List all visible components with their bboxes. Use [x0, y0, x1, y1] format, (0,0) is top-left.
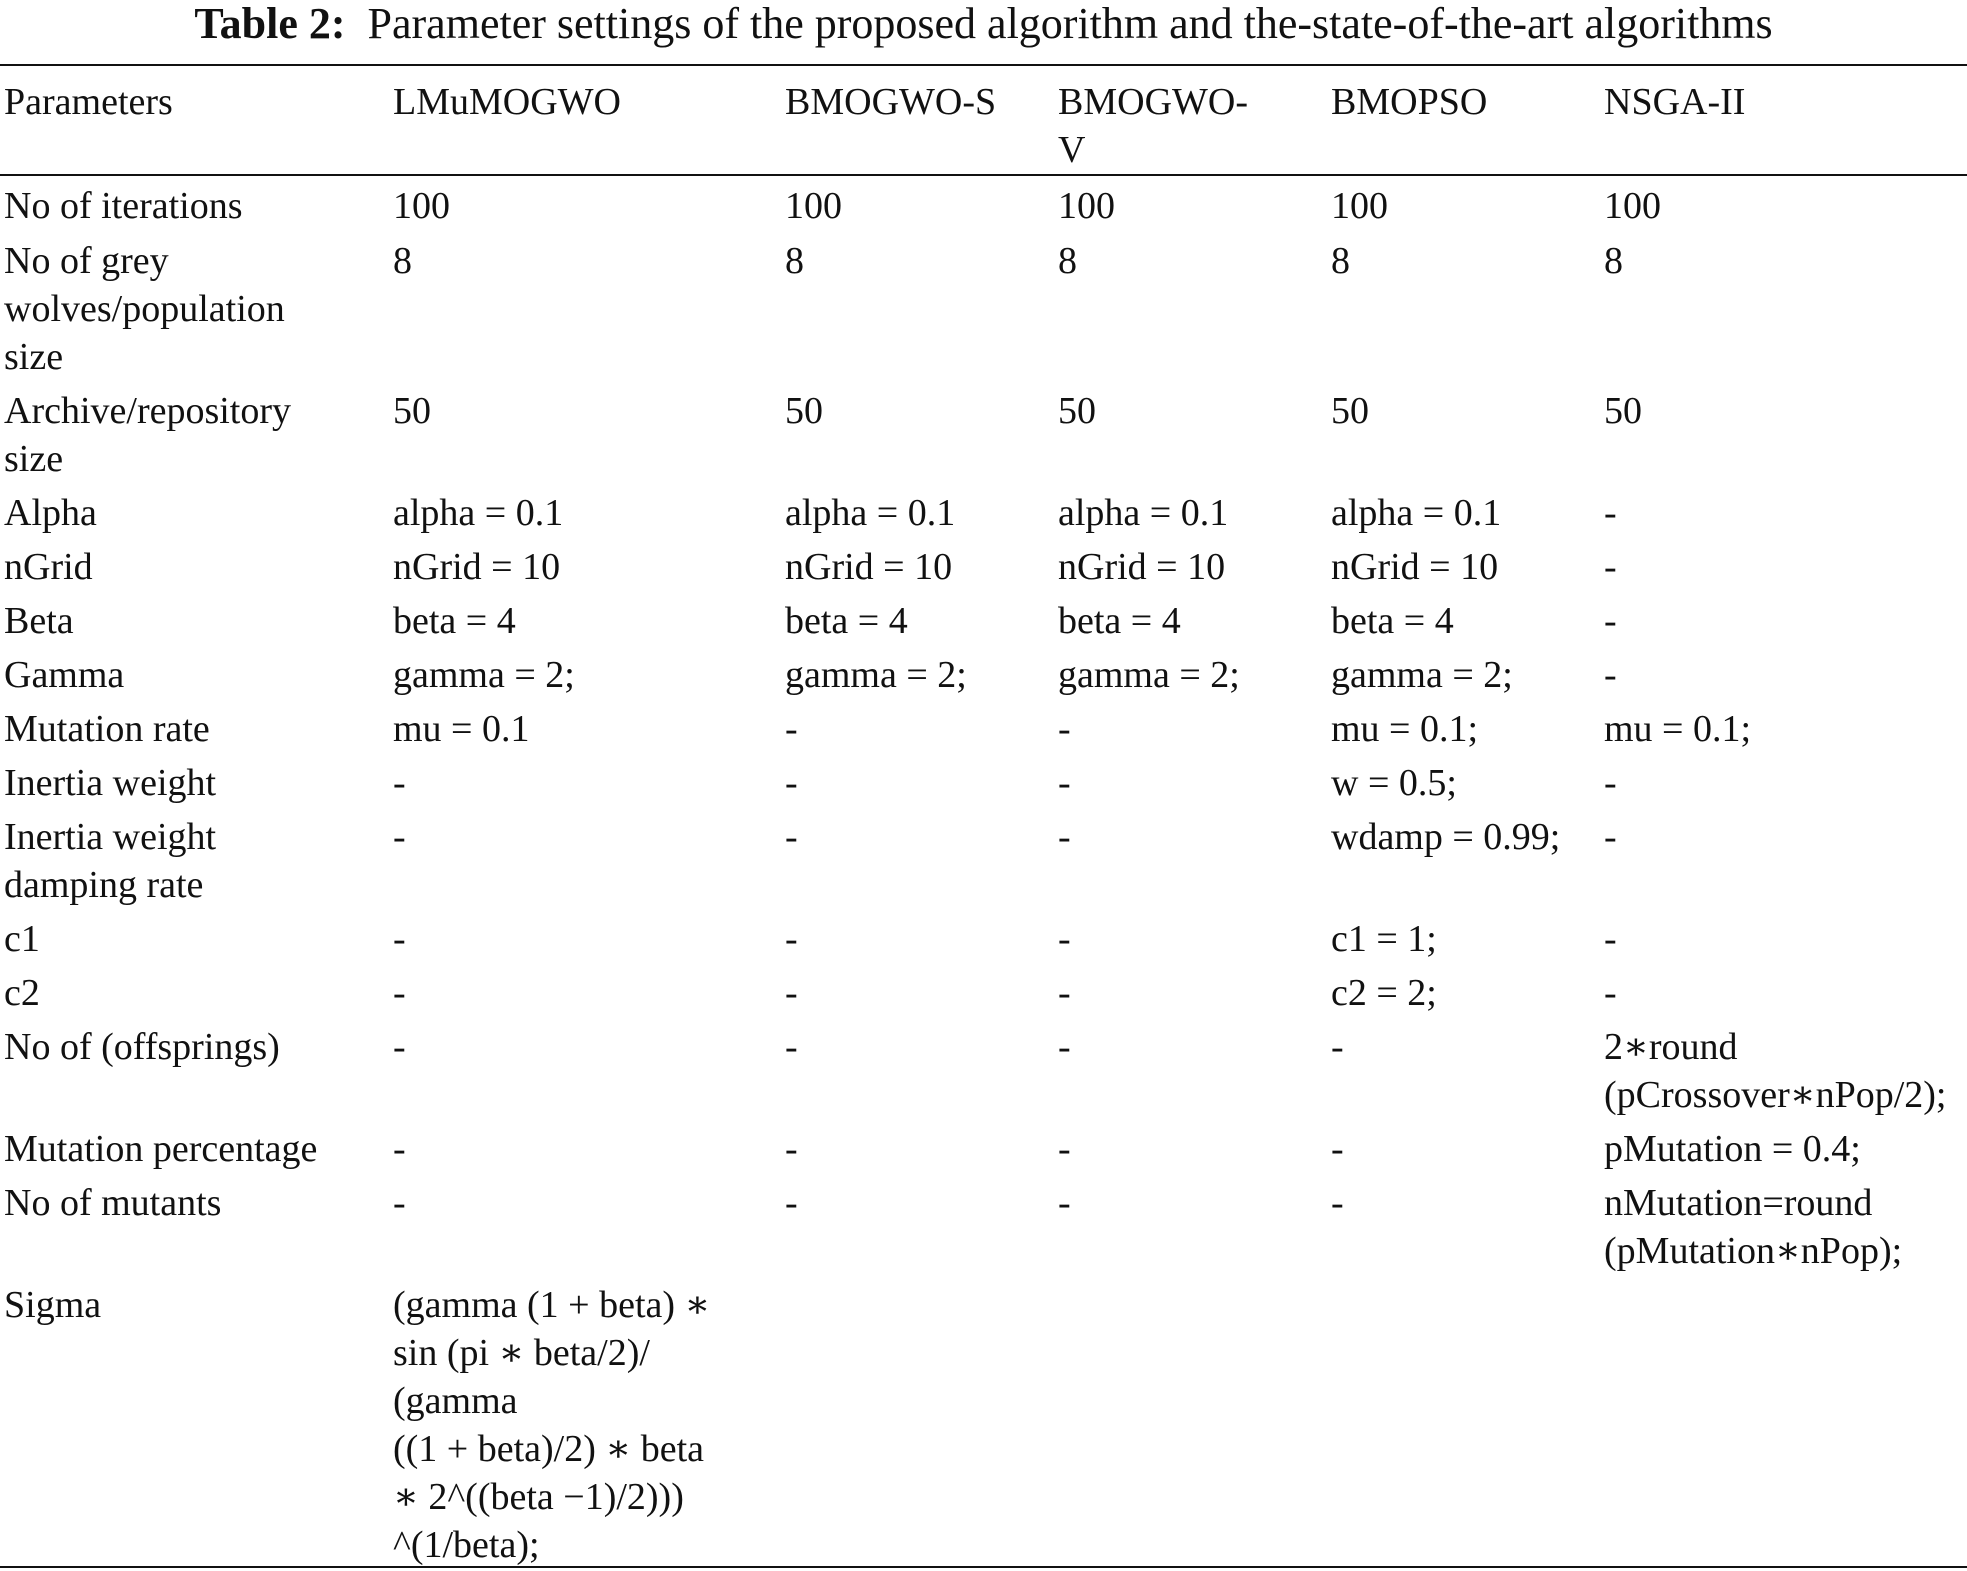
table-cell: 100: [1331, 185, 1388, 227]
table-cell: -: [1058, 762, 1071, 804]
column-header: NSGA-II: [1604, 81, 1746, 123]
table-cell: nGrid = 10: [785, 546, 953, 588]
table-cell: 100: [393, 185, 450, 227]
table-cell: -: [1058, 708, 1071, 750]
table-cell: -: [785, 816, 798, 858]
table-cell: alpha = 0.1: [1058, 492, 1229, 534]
table-cell: 50: [1058, 390, 1096, 432]
column-header: Parameters: [4, 81, 173, 123]
top-rule: [0, 64, 1967, 66]
table-cell: -: [785, 918, 798, 960]
table-cell: -: [1331, 1026, 1344, 1068]
row-parameter-label: c2: [4, 972, 40, 1014]
table-cell: mu = 0.1;: [1331, 708, 1479, 750]
row-parameter-label: c1: [4, 918, 40, 960]
table-cell: -: [393, 762, 406, 804]
table-cell: -: [785, 1026, 798, 1068]
row-parameter-label: Sigma: [4, 1284, 102, 1326]
row-parameter-label: Inertia weight damping rate: [4, 816, 217, 906]
table-cell: 8: [1058, 240, 1077, 282]
table-cell: -: [1604, 492, 1617, 534]
row-parameter-label: No of (offsprings): [4, 1026, 280, 1068]
table-cell: -: [393, 972, 406, 1014]
table-cell: w = 0.5;: [1331, 762, 1457, 804]
table-cell: c2 = 2;: [1331, 972, 1437, 1014]
column-header: BMOGWO- V: [1058, 81, 1248, 171]
row-parameter-label: No of grey wolves/population size: [4, 240, 285, 378]
table-cell: -: [1058, 1026, 1071, 1068]
table-cell: c1 = 1;: [1331, 918, 1437, 960]
table-cell: 8: [785, 240, 804, 282]
table-cell: -: [785, 972, 798, 1014]
table-cell: -: [393, 1026, 406, 1068]
table-cell: -: [1604, 762, 1617, 804]
table-cell: -: [1058, 918, 1071, 960]
row-parameter-label: Mutation percentage: [4, 1128, 318, 1170]
table-cell: alpha = 0.1: [785, 492, 956, 534]
table-cell: -: [1604, 600, 1617, 642]
table-cell: 100: [1604, 185, 1661, 227]
table-cell: -: [785, 1182, 798, 1224]
table-cell: -: [785, 708, 798, 750]
table-cell: mu = 0.1: [393, 708, 530, 750]
row-parameter-label: Inertia weight: [4, 762, 217, 804]
table-cell: 100: [1058, 185, 1115, 227]
table-cell: gamma = 2;: [785, 654, 967, 696]
table-cell: nMutation=round (pMutation∗nPop);: [1604, 1182, 1903, 1272]
row-parameter-label: Archive/repository size: [4, 390, 292, 480]
table-cell: 2∗round (pCrossover∗nPop/2);: [1604, 1026, 1947, 1116]
table-cell: -: [1331, 1128, 1344, 1170]
table-cell: -: [393, 918, 406, 960]
column-header: BMOGWO-S: [785, 81, 997, 123]
row-parameter-label: Mutation rate: [4, 708, 210, 750]
table-cell: pMutation = 0.4;: [1604, 1128, 1861, 1170]
table-cell: -: [1604, 972, 1617, 1014]
table-cell: 50: [1604, 390, 1642, 432]
table-cell: 50: [393, 390, 431, 432]
column-header: LMuMOGWO: [393, 81, 621, 123]
table-cell: 50: [1331, 390, 1369, 432]
table-cell: beta = 4: [1058, 600, 1181, 642]
row-parameter-label: Gamma: [4, 654, 125, 696]
row-parameter-label: No of mutants: [4, 1182, 222, 1224]
table-caption: [0, 0, 1967, 56]
table-caption-text: Parameter settings of the proposed algorithm and the-state-of-the-art algorithms: [367, 0, 1773, 48]
table-cell: -: [1604, 918, 1617, 960]
table-cell: gamma = 2;: [1331, 654, 1513, 696]
table-cell: alpha = 0.1: [393, 492, 564, 534]
column-header: BMOPSO: [1331, 81, 1488, 123]
table-cell: -: [1058, 816, 1071, 858]
table-cell: -: [393, 1182, 406, 1224]
table-cell: -: [1058, 1182, 1071, 1224]
table-cell: beta = 4: [393, 600, 516, 642]
bottom-rule: [0, 1566, 1967, 1568]
row-parameter-label: nGrid: [4, 546, 93, 588]
table-cell: beta = 4: [1331, 600, 1454, 642]
row-parameter-label: No of iterations: [4, 185, 243, 227]
table-cell: nGrid = 10: [393, 546, 561, 588]
row-parameter-label: Alpha: [4, 492, 97, 534]
table-cell: -: [1604, 654, 1617, 696]
table-cell: -: [785, 1128, 798, 1170]
table-cell: -: [1331, 1182, 1344, 1224]
table-cell: 8: [1331, 240, 1350, 282]
table-cell: -: [393, 816, 406, 858]
table-cell: wdamp = 0.99;: [1331, 816, 1561, 858]
table-caption-label: Table 2:: [194, 0, 346, 48]
table-cell: 8: [393, 240, 412, 282]
table-cell: 50: [785, 390, 823, 432]
table-cell: beta = 4: [785, 600, 908, 642]
table-cell: alpha = 0.1: [1331, 492, 1502, 534]
table-cell: -: [1058, 972, 1071, 1014]
table-cell: mu = 0.1;: [1604, 708, 1752, 750]
table-cell: -: [1604, 546, 1617, 588]
table-cell: gamma = 2;: [393, 654, 575, 696]
table-cell: nGrid = 10: [1331, 546, 1499, 588]
table-cell: -: [1058, 1128, 1071, 1170]
table-cell: -: [785, 762, 798, 804]
table-cell: -: [393, 1128, 406, 1170]
row-parameter-label: Beta: [4, 600, 74, 642]
table-cell: 100: [785, 185, 842, 227]
header-rule: [0, 174, 1967, 176]
table-cell: nGrid = 10: [1058, 546, 1226, 588]
table-cell: -: [1604, 816, 1617, 858]
table-cell: gamma = 2;: [1058, 654, 1240, 696]
table-cell: (gamma (1 + beta) ∗ sin (pi ∗ beta/2)/ (gamma ((1 + beta)/2) ∗ beta ∗ 2^((beta −1)/2))) ^(1/beta);: [393, 1284, 711, 1566]
table-cell: 8: [1604, 240, 1623, 282]
